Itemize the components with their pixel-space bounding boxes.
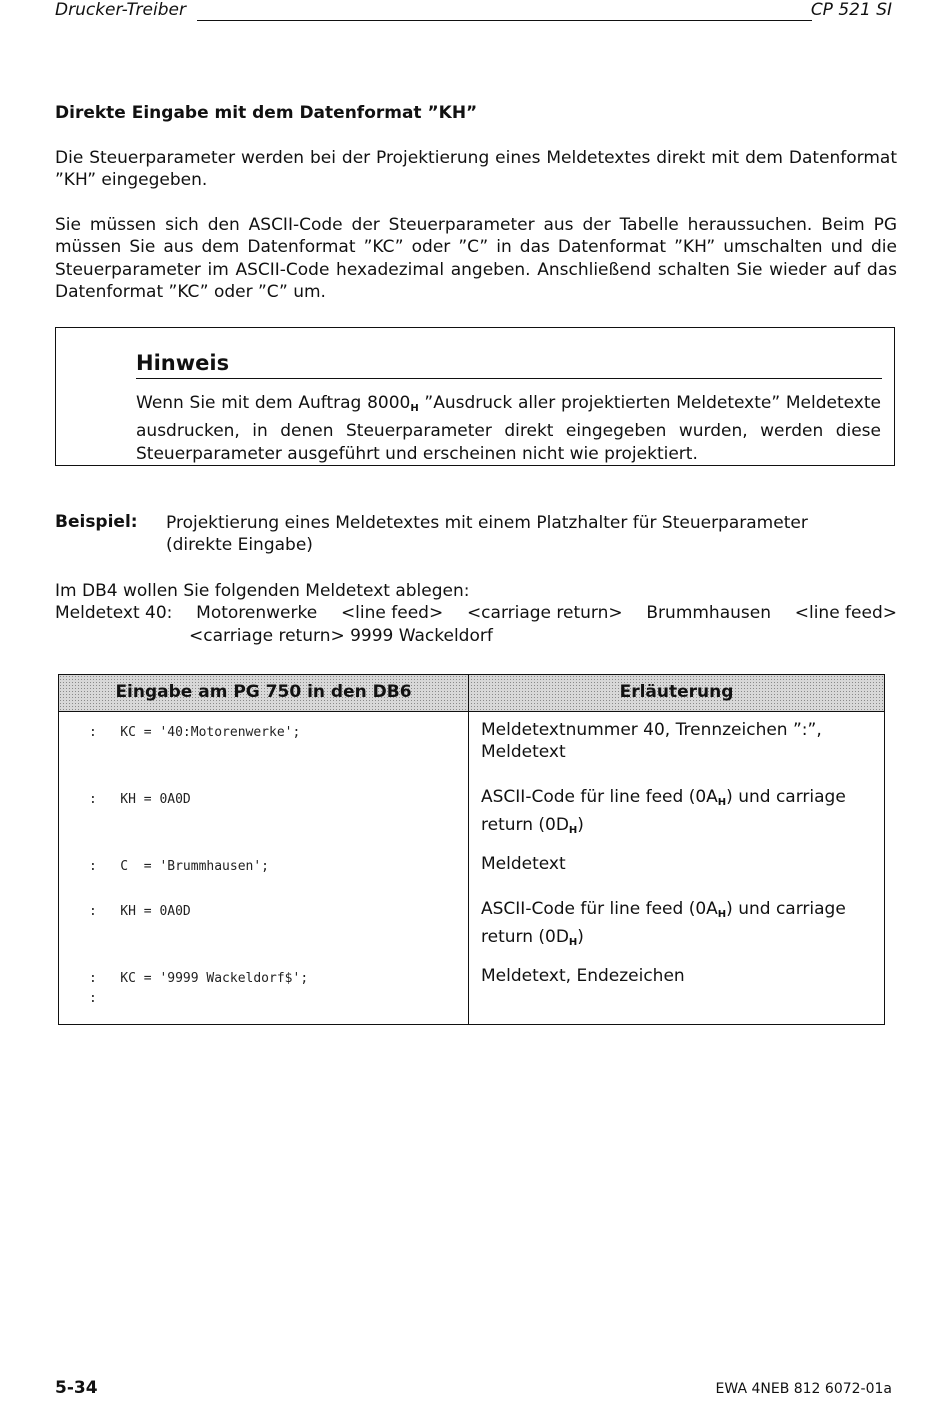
table-row-3-code: : C = 'Brummhausen'; [89, 859, 270, 874]
row4-expl-b: ) und carriage return (0D [481, 899, 846, 948]
example-text: Projektierung eines Meldetextes mit einem Platzhalter für Steuerparameter (direkte Eingabe) [166, 513, 808, 556]
table-row-3-explanation: Meldetext [481, 854, 566, 874]
mt-part-1: Motorenwerke [196, 603, 318, 624]
table-row-1-code: : KC = '40:Motorenwerke'; [89, 725, 301, 740]
hex-subscript: H [717, 909, 727, 920]
example-intro-block [55, 580, 897, 647]
table-row-5-code: : KC = '9999 Wackeldorf$'; [89, 971, 309, 986]
paragraph-1: Die Steuerparameter werden bei der Projektierung eines Meldetextes direkt mit dem Datenformat ”KH” eingegeben. [55, 148, 897, 191]
table-row-4-explanation [481, 898, 876, 955]
example-table [58, 674, 885, 1025]
note-title-rule [136, 378, 882, 379]
table-header-explanation: Erläuterung [619, 682, 734, 702]
section-heading: Direkte Eingabe mit dem Datenformat ”KH” [55, 103, 478, 123]
message-text-line-1 [55, 602, 897, 624]
table-row-5-explanation: Meldetext, Endezeichen [481, 966, 685, 986]
row4-expl-a: ASCII-Code für line feed (0A [481, 899, 718, 919]
hex-subscript: H [568, 825, 578, 837]
paragraph-2: Sie müssen sich den ASCII-Code der Steuerparameter aus der Tabelle heraussuchen. Beim PG müssen Sie aus dem Datenformat ”KC” oder ”C” in das Datenformat ”KH” umschalten und die Steuerparameter im ASCII-Code hexadezimal angeben. Anschließend schalten Sie wieder auf das Datenformat ”KC” oder ”C” um. [55, 215, 897, 303]
table-header-input: Eingabe am PG 750 in den DB6 [115, 682, 412, 702]
running-header-left: Drucker-Treiber [55, 0, 186, 20]
mt-part-0: Meldetext 40: [55, 603, 173, 624]
mt-part-4: Brummhausen [646, 603, 771, 624]
mt-part-3: <carriage return> [466, 603, 623, 624]
row2-expl-c: ) [577, 815, 584, 836]
page-number: 5-34 [55, 1378, 98, 1398]
message-text-line-2: <carriage return> 9999 Wackeldorf [189, 625, 493, 646]
note-text-part2: ”Ausdruck aller projektierten Meldetexte” Meldetexte ausdrucken, in denen Steuerparameter direkt eingegeben wurden, werden diese Steuerparameter ausgeführt und erscheinen nicht wie projektiert. [136, 393, 881, 464]
hex-subscript: H [410, 403, 419, 414]
table-row-5-code-continuation: : [89, 991, 97, 1006]
note-text-part1: Wenn Sie mit dem Auftrag 8000 [136, 393, 411, 413]
note-title: Hinweis [136, 351, 230, 375]
note-text [136, 392, 881, 465]
mt-part-5: <line feed> [794, 603, 897, 624]
example-intro: Im DB4 wollen Sie folgenden Meldetext ablegen: [55, 581, 470, 601]
table-row-2-explanation [481, 786, 876, 843]
hex-subscript: H [568, 937, 578, 949]
table-row-2-code: : KH = 0A0D [89, 792, 191, 807]
hex-subscript: H [717, 797, 727, 808]
table-row-1-explanation: Meldetextnummer 40, Trennzeichen ”:”, Meldetext [481, 720, 822, 763]
table-row-4-code: : KH = 0A0D [89, 904, 191, 919]
header-rule [197, 20, 812, 21]
document-number: EWA 4NEB 812 6072-01a [715, 1381, 892, 1397]
mt-part-2: <line feed> [340, 603, 444, 624]
running-header-right: CP 521 SI [810, 0, 892, 20]
row2-expl-a: ASCII-Code für line feed (0A [481, 787, 718, 807]
row2-expl-b: ) und carriage return (0D [481, 787, 846, 836]
example-label: Beispiel: [55, 512, 138, 532]
row4-expl-c: ) [577, 927, 584, 948]
table-column-divider [468, 675, 469, 1024]
